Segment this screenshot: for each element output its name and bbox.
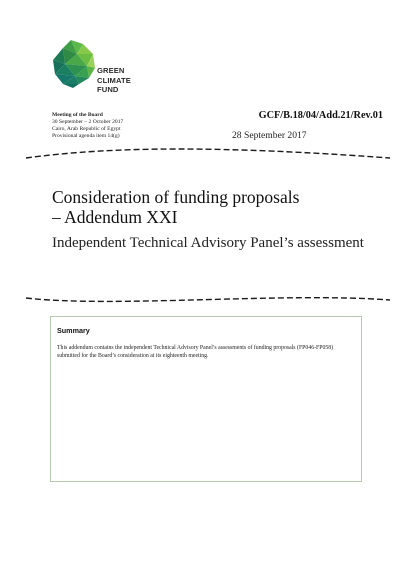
bottom-wave-divider bbox=[24, 290, 392, 310]
top-wave-divider bbox=[24, 144, 392, 164]
meeting-title: Meeting of the Board bbox=[52, 112, 103, 118]
meeting-agenda-item: Provisional agenda item 14(g) bbox=[52, 133, 120, 139]
logo-line-2: CLIMATE bbox=[97, 75, 131, 85]
page-title bbox=[52, 187, 299, 227]
document-reference: GCF/B.18/04/Add.21/Rev.01 bbox=[258, 110, 383, 121]
logo-line-1: GREEN bbox=[97, 66, 125, 75]
meeting-location: Cairo, Arab Republic of Egypt bbox=[52, 126, 121, 132]
title-line-1: Consideration of funding proposals bbox=[52, 187, 300, 207]
logo-line-3: FUND bbox=[97, 85, 119, 94]
logo-wordmark bbox=[97, 66, 131, 95]
title-line-2: – Addendum XXI bbox=[52, 207, 178, 227]
meeting-info bbox=[52, 112, 123, 140]
document-date: 28 September 2017 bbox=[232, 130, 307, 141]
summary-text: This addendum contains the independent Technical Advisory Panel’s assessments of funding proposals (FP046-FP058) submitted for the Board’s consideration at its eighteenth meeting. bbox=[57, 345, 334, 359]
meeting-dates: 30 September – 2 October 2017 bbox=[52, 119, 124, 125]
page-subtitle: Independent Technical Advisory Panel’s assessment bbox=[52, 235, 364, 251]
summary-heading: Summary bbox=[57, 326, 90, 335]
summary-box bbox=[50, 316, 362, 482]
